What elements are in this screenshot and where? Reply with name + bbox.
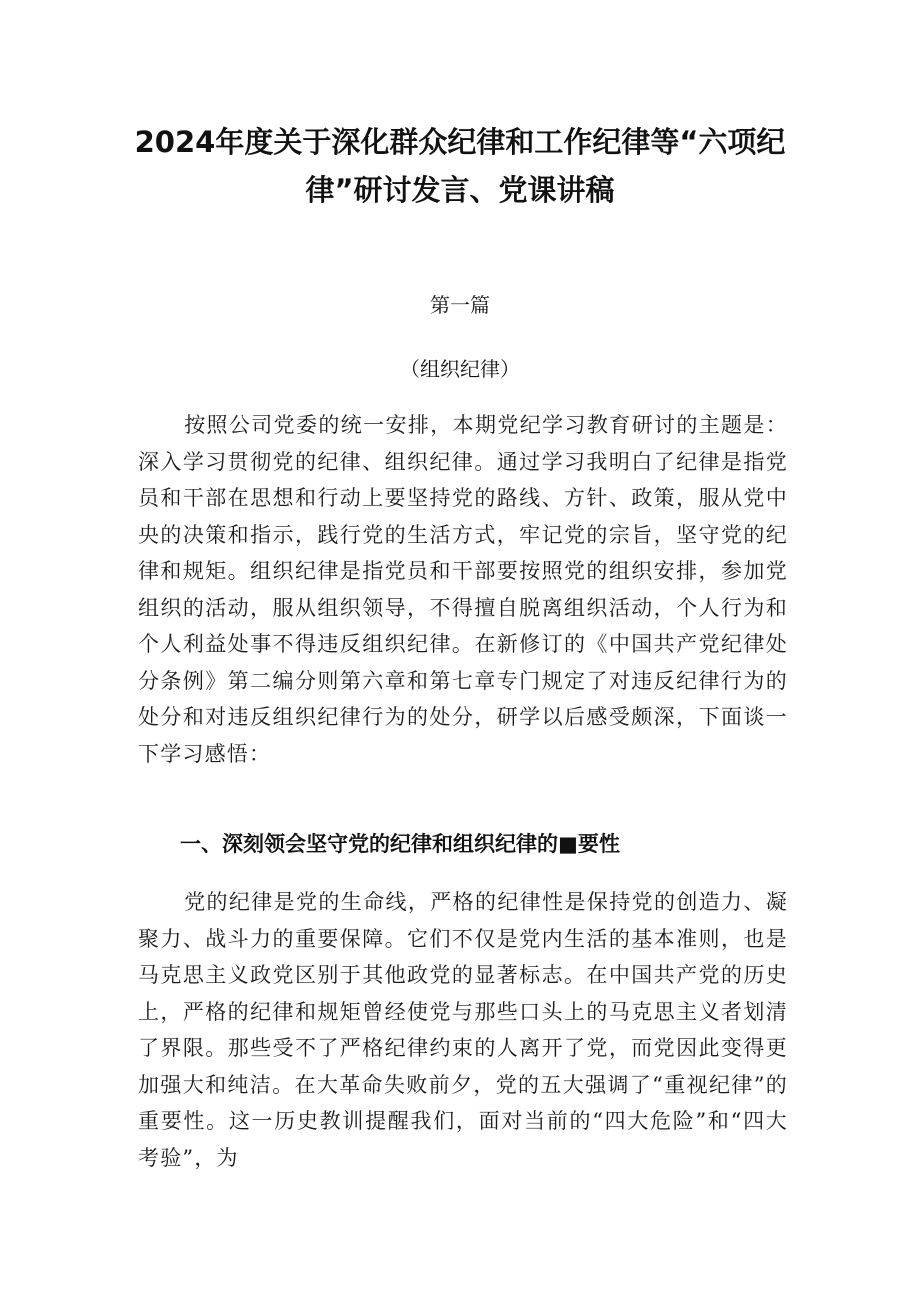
body-paragraph: 按照公司党委的统一安排，本期党纪学习教育研讨的主题是：深入学习贯彻党的纪律、组织纪律。通过学习我明白了纪律是指党员和干部在思想和行动上要坚持党的路线、方针、政策，服从党中央的决策和指示，践行党的生活方式，牢记党的宗旨，坚守党的纪律和规矩。组织纪律是指党员和干部要按照党的组织安排，参加党组织的活动，服从组织领导，不得擅自脱离组织活动，个人行为和个人利益处事不得违反组织纪律。在新修订的《中国共产党纪律处分条例》第二编分则第六章和第七章专门规定了对违反纪律行为的处分和对违反组织纪律行为的处分，研学以后感受颇深，下面谈一下学习感悟：: [138, 413, 788, 766]
body-paragraph: 党的纪律是党的生命线，严格的纪律性是保持党的创造力、凝聚力、战斗力的重要保障。它们不仅是党内生活的基本准则，也是马克思主义政党区别于其他政党的显著标志。在中国共产党的历史上，严格的纪律和规矩曾经使党与那些口头上的马克思主义者划清了界限。那些受不了严格纪律约束的人离开了党，而党因此变得更加强大和纯洁。在大革命失败前夕，党的五大强调了“重视纪律”的重要性。这一历史教训提醒我们，面对当前的“四大危险”和“四大考验”，为: [138, 890, 788, 1170]
document-title: 2024年度关于深化群众纪律和工作纪律等“六项纪律”研讨发言、党课讲稿: [134, 125, 786, 207]
section-subtitle: （组织纪律）: [400, 357, 520, 381]
section-heading: 一、深刻领会坚守党的纪律和组织纪律的■要性: [180, 832, 620, 856]
section-number: 第一篇: [430, 293, 490, 317]
